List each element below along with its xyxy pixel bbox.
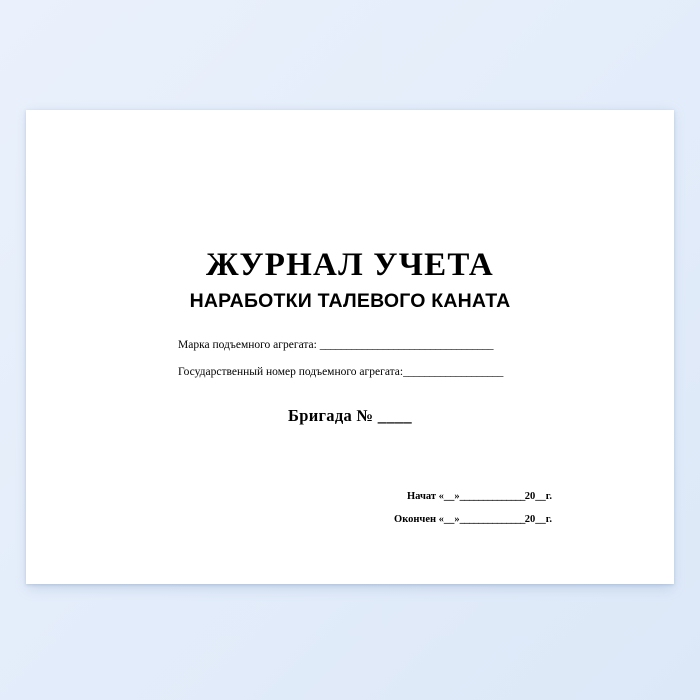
- brigade-number-field: Бригада № ____: [288, 406, 412, 425]
- field-row-brand: [178, 339, 493, 351]
- field-blank-brand: _________________________________: [319, 339, 493, 351]
- footer-year-started: 20__г.: [524, 491, 552, 502]
- footer-year-finished: 20__г.: [524, 514, 552, 525]
- footer-blank-finished: ______________: [459, 514, 525, 525]
- document-cover-page: [26, 110, 674, 584]
- footer-blank-started: ______________: [459, 491, 525, 502]
- footer-row-finished: [394, 514, 552, 525]
- document-content: [26, 110, 674, 584]
- footer-label-started: Начат «__»: [406, 491, 460, 502]
- page-title: ЖУРНАЛ УЧЕТА: [206, 247, 494, 283]
- page-subtitle: НАРАБОТКИ ТАЛЕВОГО КАНАТА: [189, 290, 511, 312]
- footer-row-started: [407, 491, 552, 502]
- field-label-brand: Марка подъемного агрегата:: [178, 339, 320, 351]
- field-blank-state-number: ___________________: [403, 366, 503, 378]
- field-label-state-number: Государственный номер подъемного агрегата:: [178, 366, 404, 378]
- footer-label-finished: Окончен «__»: [394, 514, 460, 525]
- field-row-state-number: [178, 366, 503, 378]
